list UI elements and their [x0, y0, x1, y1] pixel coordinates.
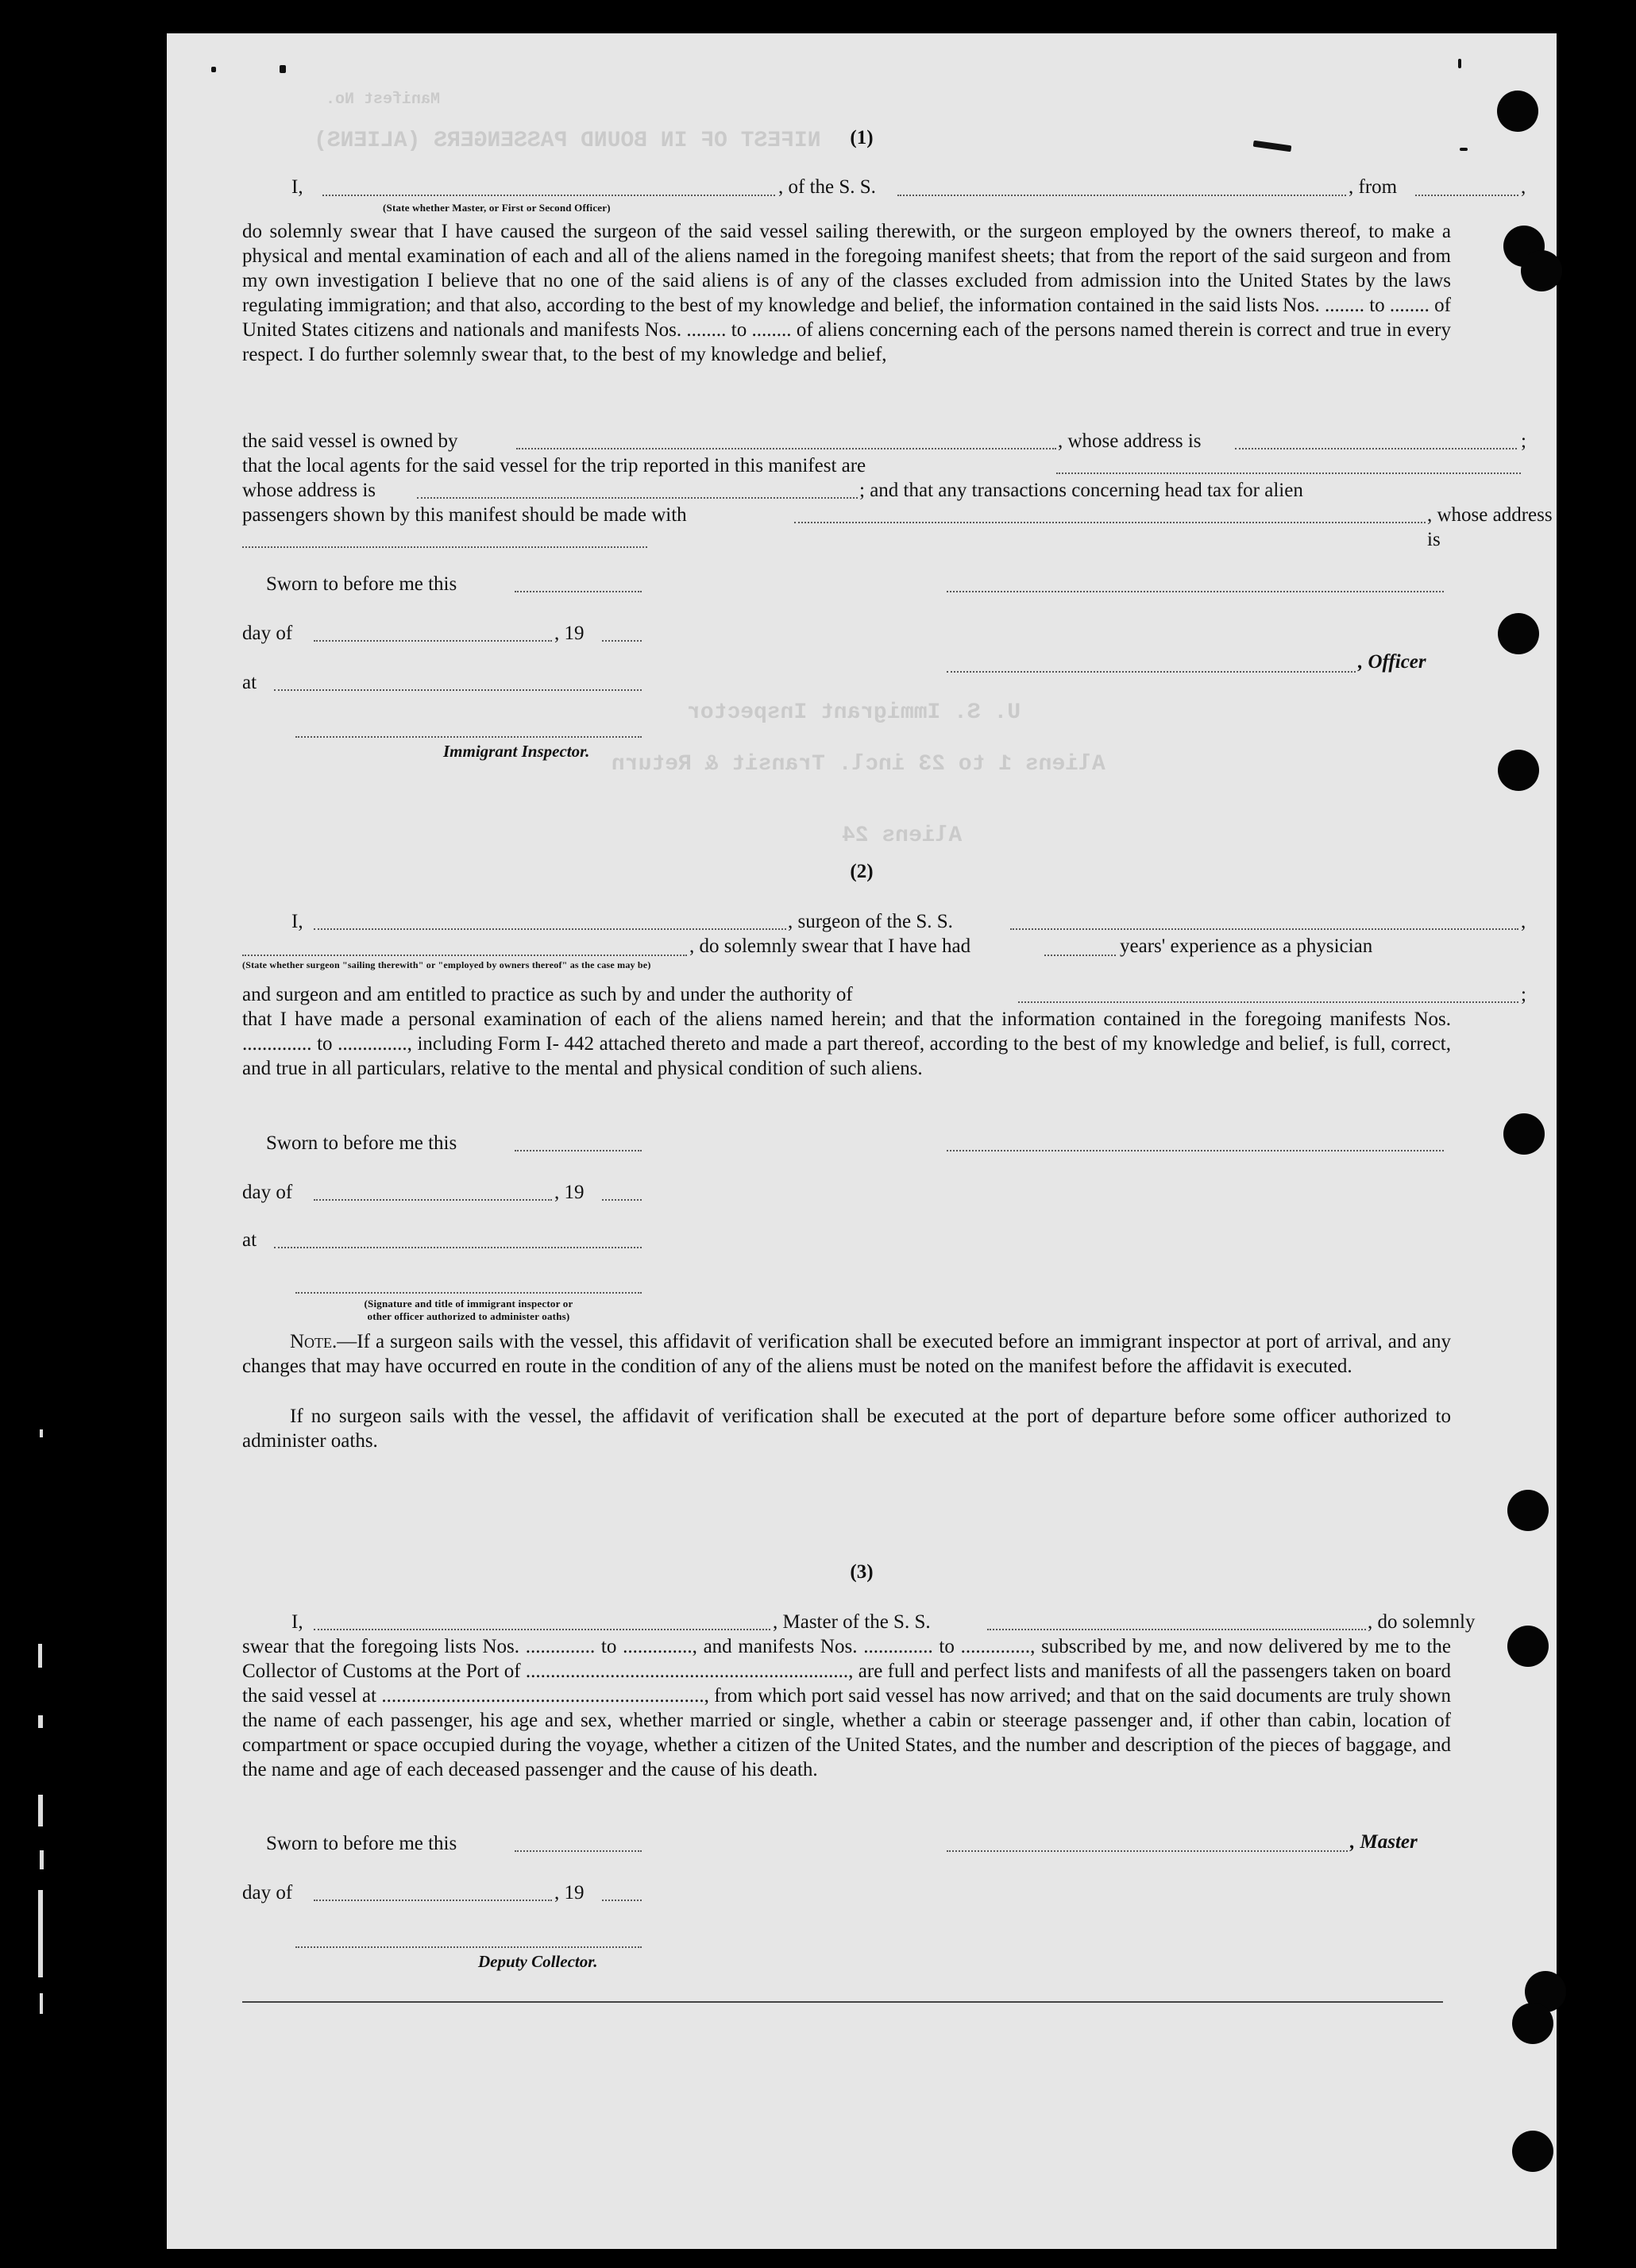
s1-head-tax-agent-field[interactable] [794, 522, 1426, 523]
s3-master-signature-field[interactable] [947, 1850, 1348, 1852]
punch-hole [1498, 613, 1539, 654]
section-2-heading: (2) [850, 861, 874, 882]
s2-years-field[interactable] [1044, 955, 1116, 956]
s1-sworn-date-field[interactable] [515, 591, 642, 592]
s3-year-label: , 19 [554, 1882, 585, 1904]
s3-day-of-label: day of [242, 1882, 293, 1904]
punch-hole [1512, 2003, 1553, 2044]
s2-surgeon-caption: (State whether surgeon "sailing therewith" or "employed by owners thereof" as the case may be) [242, 959, 651, 970]
film-edge-mark [40, 1850, 44, 1869]
bottom-rule [242, 2001, 1443, 2003]
s3-sworn-date-field[interactable] [515, 1850, 642, 1852]
s2-years-label: years' experience as a physician [1120, 935, 1373, 957]
punch-hole [1498, 750, 1539, 791]
s3-master-name-field[interactable] [314, 1629, 770, 1630]
s2-comma: , [1521, 911, 1526, 932]
s2-day-field[interactable] [314, 1199, 552, 1201]
s1-officer-name-field[interactable] [947, 671, 1356, 673]
s3-sworn-label: Sworn to before me this [266, 1833, 457, 1854]
s1-day-of-label: day of [242, 623, 293, 644]
s1-vessel-field[interactable] [897, 195, 1346, 196]
s2-surgeon-name-field[interactable] [314, 928, 786, 930]
s2-year-label: , 19 [554, 1182, 585, 1203]
s3-day-field[interactable] [314, 1900, 552, 1901]
s2-note-label: Note. [290, 1331, 338, 1352]
s1-officer-signature-field[interactable] [947, 591, 1444, 592]
bleed-through-manifest-no: Manifest No. [326, 91, 441, 109]
s1-i-label: I, [291, 176, 303, 198]
s3-master-label: , Master [1350, 1831, 1418, 1853]
s2-surgeon-signature-field[interactable] [947, 1150, 1444, 1151]
punch-hole [1507, 1490, 1549, 1531]
s1-owned-by-label: the said vessel is owned by [242, 430, 458, 452]
bleed-through-heading: NIFEST OF IN BOUND PASSENGERS (ALIENS) [314, 129, 821, 153]
s1-oath-body: do solemnly swear that I have caused the surgeon of the said vessel sailing therewith, or the surgeon employed by the owners thereof, to make a physical and mental examination of each and all of the aliens named in the foregoing manifest sheets; that from the report of the said surgeon and from my own investigation I believe that no one of the said aliens is of any of the classes excluded from admission into the United States by the laws regulating immigration; and that also, according to the best of my knowledge and belief, the information contained in the said lists Nos. ........ to ........ of United States citizens and nationals and manifests Nos. ........ to ........ of aliens concerning each of the persons named therein is correct and true in every respect. I do further solemnly swear that, to the best of my knowledge and belief, [242, 221, 1451, 365]
s1-of-ss-label: , of the S. S. [778, 176, 876, 198]
section-3-heading: (3) [850, 1561, 874, 1583]
s2-surgeon-of-label: , surgeon of the S. S. [788, 911, 953, 932]
s2-sworn-date-field[interactable] [515, 1150, 642, 1151]
s2-signature-caption-2: other officer authorized to administer oaths) [367, 1310, 570, 1322]
s2-at-label: at [242, 1229, 257, 1251]
s1-at-field[interactable] [274, 689, 642, 691]
speck-mark [280, 65, 286, 73]
s1-name-field[interactable] [322, 195, 775, 196]
bleed-through-aliens-24: Aliens 24 [842, 824, 963, 848]
bleed-through-inspector: U. S. Immigrant Inspector [687, 700, 1021, 725]
s2-vessel-field[interactable] [1010, 928, 1518, 930]
s2-solemnly-label: , do solemnly swear that I have had [689, 935, 971, 957]
s1-local-agents-label: that the local agents for the said vessel for the trip reported in this manifest are [242, 455, 866, 476]
punch-hole [1503, 1113, 1545, 1155]
s1-local-agents-field[interactable] [1056, 472, 1521, 474]
s2-note [242, 1329, 1451, 1379]
film-edge-mark [38, 1795, 43, 1826]
s3-master-of-label: , Master of the S. S. [773, 1611, 931, 1633]
s2-examination-body: that I have made a personal examination of each of the aliens named herein; and that the information contained in the foregoing manifests Nos. .............. to .............., including Form I- 442 attached thereto and made a part thereof, according to the best of my knowledge and belief, is full, correct, and true in all particulars, relative to the mental and physical condition of such aliens. [242, 1009, 1451, 1079]
punch-hole [1521, 250, 1562, 291]
s2-surgeon-type-field[interactable] [242, 955, 687, 956]
s2-i-label: I, [291, 911, 303, 932]
s2-day-of-label: day of [242, 1182, 293, 1203]
s1-inspector-label: Immigrant Inspector. [443, 742, 590, 761]
s1-officer-caption: (State whether Master, or First or Second Officer) [383, 202, 611, 214]
s1-passengers-label: passengers shown by this manifest should be made with [242, 504, 687, 526]
s1-owner-address-field[interactable] [1235, 448, 1517, 449]
s3-collector-signature-field[interactable] [295, 1946, 642, 1948]
s1-head-tax-label: ; and that any transactions concerning head tax for alien [859, 480, 1303, 501]
s2-authority-label: and surgeon and am entitled to practice as such by and under the authority of [242, 984, 853, 1005]
s1-semicolon: ; [1521, 430, 1526, 452]
film-edge-mark [40, 1429, 43, 1437]
film-edge-mark [38, 1644, 42, 1668]
punch-hole [1497, 91, 1538, 132]
s1-sworn-label: Sworn to before me this [266, 573, 457, 595]
s1-year-field[interactable] [602, 640, 642, 642]
s2-note-text: —If a surgeon sails with the vessel, this affidavit of verification shall be executed before an immigrant inspector at port of arrival, and any changes that may have occurred en route in the condition of any of the aliens must be noted on the manifest before the affidavit is executed. [242, 1331, 1451, 1377]
speck-mark [1458, 59, 1461, 68]
s3-do-solemnly-label: , do solemnly [1368, 1611, 1476, 1633]
s3-vessel-field[interactable] [987, 1629, 1366, 1630]
s1-year-label: , 19 [554, 623, 585, 644]
s2-sworn-label: Sworn to before me this [266, 1132, 457, 1154]
s1-whose-address-label: , whose address is [1058, 430, 1202, 452]
bleed-through-aliens: Aliens 1 to 23 incl. Transit & Return [612, 752, 1105, 777]
speck-mark [211, 67, 216, 72]
s2-at-field[interactable] [274, 1247, 642, 1248]
punch-hole [1512, 2131, 1553, 2172]
s1-owner-field[interactable] [516, 448, 1056, 449]
s2-signature-caption-1: (Signature and title of immigrant inspector or [364, 1298, 573, 1310]
s2-note-2: If no surgeon sails with the vessel, the affidavit of verification shall be executed at the port of departure before some officer authorized to administer oaths. [242, 1406, 1451, 1452]
s1-from-field[interactable] [1415, 195, 1518, 196]
s1-officer-label: , Officer [1358, 651, 1426, 673]
section-1-heading: (1) [850, 127, 874, 148]
s3-year-field[interactable] [602, 1900, 642, 1901]
film-edge-mark [38, 1715, 43, 1728]
s1-from-label: , from [1349, 176, 1398, 198]
s2-inspector-signature-field[interactable] [295, 1292, 642, 1294]
punch-hole [1507, 1626, 1549, 1667]
s1-agent-address-label: whose address is [242, 480, 376, 501]
s1-head-tax-address-field[interactable] [242, 546, 647, 548]
film-edge-mark [38, 1890, 43, 1977]
s1-day-field[interactable] [314, 640, 552, 642]
s1-inspector-signature-field[interactable] [295, 736, 642, 738]
s1-whose-address3-label: , whose address is [1427, 504, 1553, 550]
s3-i-label: I, [291, 1611, 303, 1633]
s2-year-field[interactable] [602, 1199, 642, 1201]
manifest-page [167, 33, 1557, 2249]
s3-deputy-collector-label: Deputy Collector. [478, 1952, 598, 1971]
film-edge-mark [40, 1993, 43, 2014]
s2-semicolon: ; [1521, 984, 1526, 1005]
s1-agent-address-field[interactable] [417, 497, 858, 499]
s2-authority-field[interactable] [1018, 1001, 1518, 1003]
s1-comma: , [1521, 176, 1526, 198]
s3-master-oath-body: swear that the foregoing lists Nos. .............. to .............., and manifests Nos. .............. to .............., subscribed by me, and now delivered by me to the Collector of Customs at the Port of ................................................................., are full and perfect lists and manifests of all the passengers taken on board the said vessel at ................................................................., from which port said vessel has now arrived; and that on the said documents are truly shown the name of each passenger, his age and sex, whether married or single, whether a cabin or steerage passenger and, if other than cabin, location of compartment or space occupied during the voyage, whether a citizen of the United States, and the number and description of the pieces of baggage, and the name and age of each deceased passenger and the cause of his death. [242, 1636, 1451, 1780]
speck-mark [1460, 148, 1468, 151]
s1-at-label: at [242, 672, 257, 693]
